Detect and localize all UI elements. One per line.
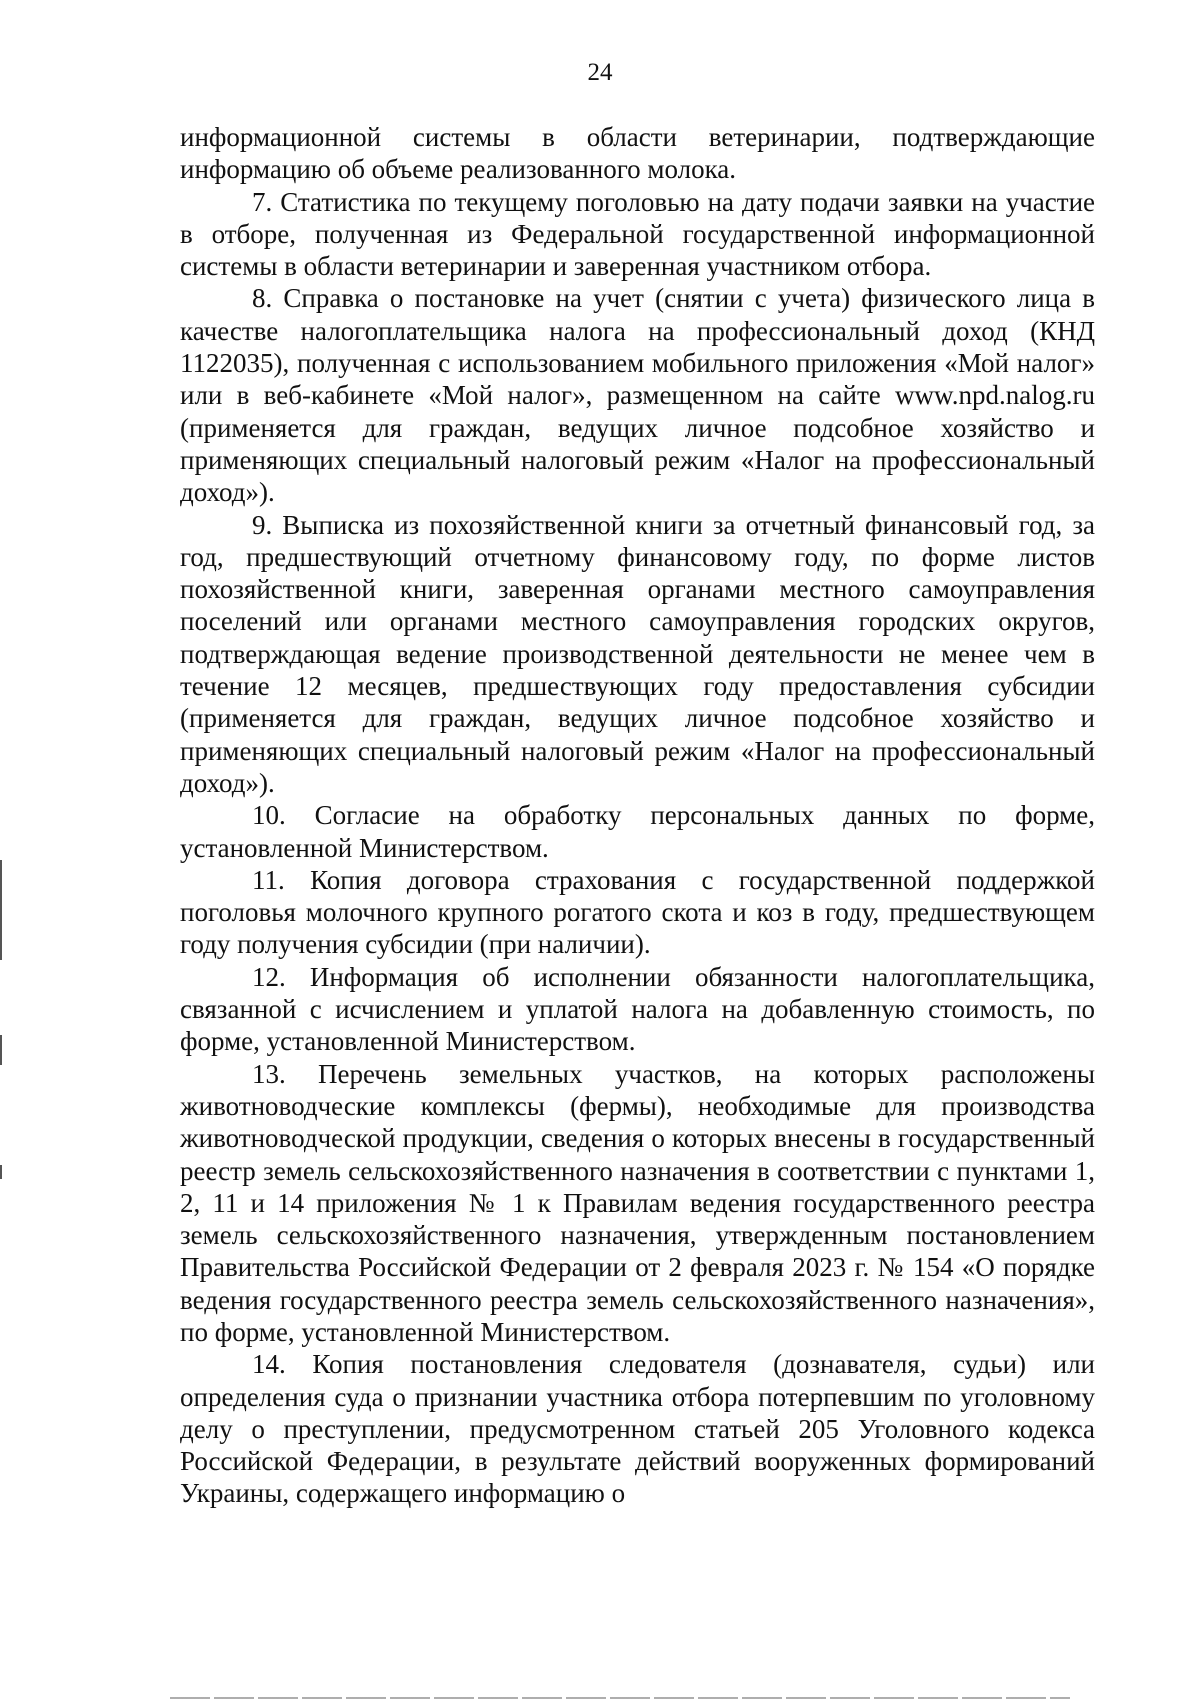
paragraph-item-7: 7. Статистика по текущему поголовью на дату подачи заявки на участие в отборе, полученная из Федеральной государственной информационной системы в области ветеринарии и заверенная участником отбора. [180,186,1095,282]
paragraph-item-10: 10. Согласие на обработку персональных данных по форме, установленной Министерством. [180,800,1095,863]
paragraph-item-13: 13. Перечень земельных участков, на которых расположены животноводческие комплексы (фермы), необходимые для производства животноводческой продукции, сведения о которых внесены в государственный реестр земель сельскохозяйственного назначения в соответствии с пунктами 1, 2, 11 и 14 приложения № 1 к Правилам ведения государственного реестра земель сельскохозяйственного назначения, утвержденным постановлением Правительства Российской Федерации от 2 февраля 2023 г. № 154 «О порядке ведения государственного реестра земель сельскохозяйственного назначения», по форме, установленной Министерством. [180,1058,1095,1347]
paragraph-item-14: 14. Копия постановления следователя (дознавателя, судьи) или определения суда о признании участника отбора потерпевшим по уголовному делу о преступлении, предусмотренном статьей 205 Уголовного кодекса Российской Федерации, в результате действий вооруженных формирований Украины, содержащего информацию о [180,1349,1095,1509]
paragraph-item-12: 12. Информация об исполнении обязанности налогоплательщика, связанной с исчислением и уплатой налога на добавленную стоимость, по форме, установленной Министерством. [180,961,1095,1057]
paragraph-continuation: информационной системы в области ветеринарии, подтверждающие информацию об объеме реализованного молока. [180,122,1095,185]
paragraph-item-11: 11. Копия договора страхования с государственной поддержкой поголовья молочного крупного рогатого скота и коз в году, предшествующем году получения субсидии (при наличии). [180,864,1095,960]
paragraph-item-9: 9. Выписка из похозяйственной книги за отчетный финансовый год, за год, предшествующий отчетному финансовому году, по форме листов похозяйственной книги, заверенная органами местного самоуправления поселений или органами местного самоуправления городских округов, подтверждающая ведение производственной деятельности не менее чем в течение 12 месяцев, предшествующих году предоставления субсидии (применяется для граждан, ведущих личное подсобное хозяйство и применяющих специальный налоговый режим «Налог на профессиональный доход»). [180,509,1095,798]
document-body [180,121,1095,1510]
scan-artifact-left-3 [0,1165,2,1179]
paragraph-item-8: 8. Справка о постановке на учет (снятии с учета) физического лица в качестве налогоплательщика налога на профессиональный доход (КНД 1122035), полученная с использованием мобильного приложения «Мой налог» или в веб-кабинете «Мой налог», размещенном на сайте www.npd.nalog.ru (применяется для граждан, ведущих личное подсобное хозяйство и применяющих специальный налоговый режим «Налог на профессиональный доход»). [180,283,1095,508]
scan-artifact-bottom [170,1697,1070,1699]
scan-artifact-left-2 [0,1035,2,1065]
page-number: 24 [587,59,613,86]
scan-artifact-left-1 [0,860,2,960]
